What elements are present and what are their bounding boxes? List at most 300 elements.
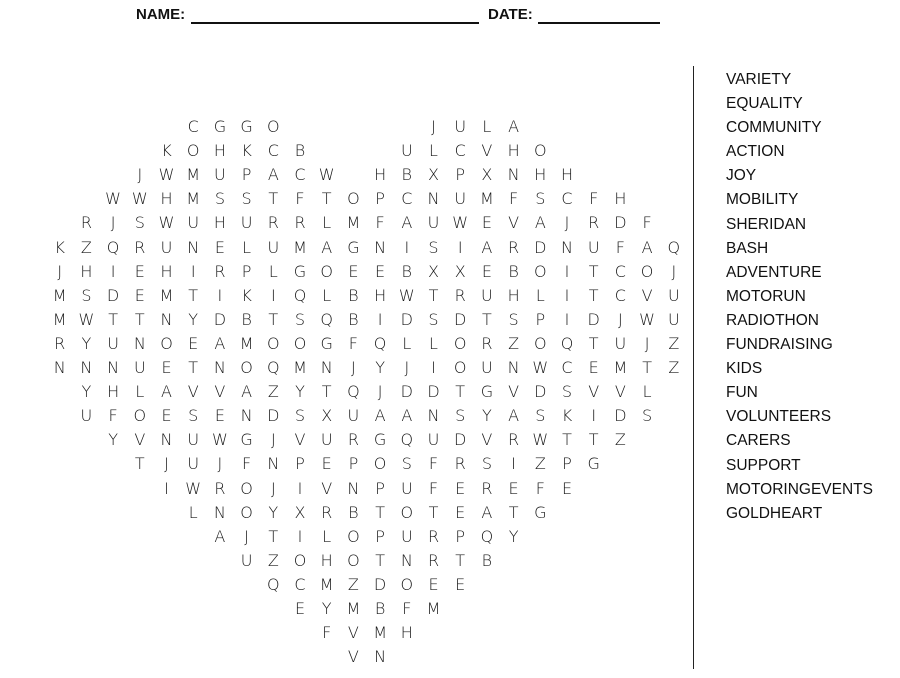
- grid-letter[interactable]: T: [588, 261, 599, 281]
- grid-letter[interactable]: R: [214, 478, 226, 498]
- grid-letter[interactable]: R: [321, 502, 333, 522]
- grid-letter[interactable]: S: [561, 382, 573, 402]
- grid-letter[interactable]: Y: [108, 430, 118, 450]
- grid-letter[interactable]: T: [482, 309, 492, 329]
- grid-letter[interactable]: D: [106, 285, 120, 305]
- grid-letter[interactable]: P: [375, 526, 385, 546]
- grid-letter[interactable]: R: [427, 550, 440, 570]
- grid-letter[interactable]: J: [618, 309, 623, 329]
- grid-letter[interactable]: F: [428, 478, 439, 498]
- grid-letter[interactable]: F: [508, 189, 519, 209]
- grid-letter[interactable]: E: [455, 478, 466, 498]
- grid-letter[interactable]: B: [241, 309, 252, 329]
- grid-letter[interactable]: J: [217, 454, 223, 474]
- grid-letter[interactable]: Z: [80, 237, 92, 257]
- grid-letter[interactable]: M: [293, 358, 307, 377]
- grid-letter[interactable]: H: [160, 189, 173, 209]
- grid-letter[interactable]: I: [457, 237, 463, 257]
- grid-letter[interactable]: W: [532, 430, 549, 450]
- grid-letter[interactable]: S: [455, 406, 466, 426]
- grid-letter[interactable]: O: [160, 333, 173, 353]
- grid-letter[interactable]: I: [564, 261, 570, 281]
- grid-letter[interactable]: C: [561, 358, 573, 377]
- grid-letter[interactable]: R: [481, 478, 493, 498]
- grid-letter[interactable]: R: [481, 333, 493, 353]
- grid-letter[interactable]: Z: [668, 358, 680, 377]
- grid-letter[interactable]: Q: [267, 574, 280, 594]
- grid-letter[interactable]: M: [159, 285, 174, 305]
- grid-letter[interactable]: P: [455, 165, 466, 185]
- grid-letter[interactable]: E: [588, 358, 599, 377]
- grid-letter[interactable]: K: [241, 141, 252, 161]
- grid-letter[interactable]: D: [614, 406, 627, 426]
- grid-letter[interactable]: D: [373, 574, 387, 594]
- grid-letter[interactable]: T: [134, 454, 145, 474]
- grid-letter[interactable]: Y: [375, 358, 385, 377]
- grid-letter[interactable]: E: [428, 574, 439, 594]
- grid-letter[interactable]: R: [214, 261, 226, 281]
- grid-letter[interactable]: V: [187, 382, 199, 402]
- grid-letter[interactable]: A: [321, 237, 333, 257]
- grid-letter[interactable]: J: [270, 478, 276, 498]
- grid-letter[interactable]: O: [347, 189, 360, 209]
- grid-letter[interactable]: U: [400, 141, 413, 161]
- grid-letter[interactable]: Y: [81, 382, 92, 402]
- grid-letter[interactable]: T: [268, 309, 279, 329]
- grid-letter[interactable]: L: [322, 526, 332, 546]
- grid-letter[interactable]: T: [108, 309, 118, 329]
- grid-letter[interactable]: Y: [81, 333, 92, 353]
- grid-letter[interactable]: O: [347, 550, 360, 570]
- grid-letter[interactable]: R: [267, 213, 279, 233]
- grid-letter[interactable]: K: [161, 141, 172, 161]
- grid-letter[interactable]: C: [187, 117, 199, 136]
- grid-letter[interactable]: A: [641, 237, 653, 257]
- grid-letter[interactable]: T: [268, 189, 279, 209]
- grid-letter[interactable]: P: [375, 478, 385, 498]
- grid-letter[interactable]: N: [347, 478, 360, 498]
- grid-letter[interactable]: B: [294, 141, 306, 161]
- grid-letter[interactable]: G: [347, 237, 360, 257]
- grid-letter[interactable]: D: [454, 309, 467, 329]
- grid-letter[interactable]: U: [427, 430, 440, 450]
- grid-letter[interactable]: J: [57, 261, 63, 281]
- grid-letter[interactable]: Q: [480, 526, 494, 546]
- grid-letter[interactable]: U: [80, 406, 93, 426]
- grid-letter[interactable]: P: [375, 189, 385, 209]
- grid-letter[interactable]: D: [267, 406, 280, 426]
- grid-letter[interactable]: G: [534, 502, 547, 522]
- grid-letter[interactable]: L: [188, 502, 198, 522]
- grid-letter[interactable]: B: [348, 285, 359, 305]
- grid-letter[interactable]: Q: [347, 382, 360, 402]
- grid-letter[interactable]: C: [267, 141, 279, 161]
- grid-letter[interactable]: N: [187, 237, 200, 257]
- grid-letter[interactable]: R: [508, 237, 520, 257]
- grid-letter[interactable]: J: [564, 213, 570, 233]
- grid-letter[interactable]: Q: [267, 358, 280, 377]
- grid-letter[interactable]: P: [535, 309, 546, 329]
- grid-letter[interactable]: Q: [320, 309, 333, 329]
- grid-letter[interactable]: D: [587, 309, 600, 329]
- grid-letter[interactable]: U: [454, 117, 467, 136]
- grid-letter[interactable]: I: [270, 285, 276, 305]
- grid-letter[interactable]: X: [428, 165, 439, 185]
- grid-letter[interactable]: F: [348, 333, 358, 353]
- grid-letter[interactable]: M: [319, 574, 334, 594]
- grid-letter[interactable]: Q: [106, 237, 120, 257]
- grid-letter[interactable]: U: [667, 285, 680, 305]
- grid-letter[interactable]: O: [453, 333, 467, 353]
- grid-letter[interactable]: N: [507, 165, 520, 185]
- grid-letter[interactable]: E: [214, 237, 225, 257]
- grid-letter[interactable]: T: [268, 526, 279, 546]
- grid-letter[interactable]: J: [164, 454, 169, 474]
- grid-letter[interactable]: J: [351, 358, 356, 377]
- grid-letter[interactable]: O: [293, 333, 307, 353]
- grid-letter[interactable]: O: [186, 141, 200, 161]
- grid-letter[interactable]: Q: [373, 333, 387, 353]
- grid-letter[interactable]: D: [213, 309, 227, 329]
- grid-letter[interactable]: L: [135, 382, 145, 402]
- grid-letter[interactable]: P: [562, 454, 572, 474]
- grid-letter[interactable]: E: [294, 599, 306, 618]
- grid-letter[interactable]: D: [534, 237, 547, 257]
- grid-letter[interactable]: C: [294, 574, 306, 594]
- grid-letter[interactable]: P: [241, 165, 252, 185]
- grid-letter[interactable]: J: [244, 526, 249, 546]
- grid-letter[interactable]: T: [588, 333, 599, 353]
- grid-letter[interactable]: T: [375, 502, 385, 522]
- grid-letter[interactable]: Z: [347, 574, 359, 594]
- grid-letter[interactable]: I: [297, 478, 303, 498]
- grid-letter[interactable]: J: [644, 333, 650, 353]
- grid-letter[interactable]: N: [213, 358, 226, 377]
- grid-letter[interactable]: U: [400, 478, 413, 498]
- grid-letter[interactable]: M: [346, 599, 361, 618]
- grid-letter[interactable]: A: [241, 382, 253, 402]
- grid-letter[interactable]: A: [161, 382, 172, 402]
- grid-letter[interactable]: G: [373, 430, 387, 450]
- grid-letter[interactable]: F: [535, 478, 545, 498]
- grid-letter[interactable]: C: [561, 189, 573, 209]
- grid-letter[interactable]: R: [508, 430, 520, 450]
- grid-letter[interactable]: O: [640, 261, 654, 281]
- grid-letter[interactable]: J: [671, 261, 677, 281]
- grid-letter[interactable]: H: [507, 141, 520, 161]
- grid-letter[interactable]: V: [508, 213, 520, 233]
- grid-letter[interactable]: E: [321, 454, 332, 474]
- grid-letter[interactable]: R: [80, 213, 92, 233]
- grid-letter[interactable]: Q: [560, 333, 574, 353]
- grid-letter[interactable]: H: [80, 261, 93, 281]
- grid-letter[interactable]: M: [52, 285, 67, 305]
- grid-letter[interactable]: N: [107, 358, 120, 377]
- grid-letter[interactable]: H: [160, 261, 173, 281]
- grid-letter[interactable]: I: [511, 454, 516, 474]
- grid-letter[interactable]: Y: [188, 309, 199, 329]
- grid-letter[interactable]: S: [134, 213, 145, 233]
- grid-letter[interactable]: L: [482, 117, 492, 136]
- grid-letter[interactable]: C: [294, 165, 306, 185]
- grid-letter[interactable]: V: [321, 478, 333, 498]
- grid-letter[interactable]: U: [320, 430, 333, 450]
- grid-letter[interactable]: F: [322, 623, 332, 643]
- grid-letter[interactable]: J: [137, 165, 143, 185]
- grid-letter[interactable]: Y: [508, 526, 519, 546]
- grid-letter[interactable]: W: [158, 213, 175, 233]
- grid-letter[interactable]: C: [614, 261, 626, 281]
- grid-letter[interactable]: F: [615, 237, 625, 257]
- grid-letter[interactable]: Z: [267, 382, 279, 402]
- grid-letter[interactable]: O: [400, 502, 414, 522]
- grid-letter[interactable]: T: [562, 430, 572, 450]
- grid-letter[interactable]: H: [534, 165, 547, 185]
- grid-letter[interactable]: H: [213, 213, 226, 233]
- grid-letter[interactable]: T: [455, 382, 466, 402]
- grid-letter[interactable]: A: [401, 213, 413, 233]
- grid-letter[interactable]: C: [614, 285, 626, 305]
- grid-letter[interactable]: S: [428, 309, 439, 329]
- grid-letter[interactable]: O: [400, 574, 414, 594]
- grid-letter[interactable]: X: [428, 261, 439, 281]
- grid-letter[interactable]: D: [614, 213, 627, 233]
- grid-letter[interactable]: W: [532, 358, 549, 377]
- grid-letter[interactable]: G: [213, 117, 227, 136]
- grid-letter[interactable]: H: [507, 285, 520, 305]
- grid-letter[interactable]: S: [535, 406, 546, 426]
- grid-letter[interactable]: R: [54, 333, 66, 353]
- grid-letter[interactable]: C: [401, 189, 413, 209]
- grid-letter[interactable]: H: [614, 189, 627, 209]
- grid-letter[interactable]: U: [427, 213, 440, 233]
- grid-letter[interactable]: H: [320, 550, 333, 570]
- grid-letter[interactable]: N: [160, 430, 173, 450]
- grid-letter[interactable]: W: [185, 478, 202, 498]
- grid-letter[interactable]: T: [321, 189, 332, 209]
- grid-letter[interactable]: V: [588, 382, 600, 402]
- grid-letter[interactable]: S: [214, 189, 225, 209]
- grid-letter[interactable]: P: [241, 261, 252, 281]
- grid-letter[interactable]: M: [239, 333, 254, 353]
- grid-letter[interactable]: S: [294, 309, 306, 329]
- grid-letter[interactable]: S: [294, 406, 306, 426]
- grid-letter[interactable]: E: [214, 406, 225, 426]
- grid-letter[interactable]: I: [431, 358, 436, 377]
- grid-letter[interactable]: L: [642, 382, 652, 402]
- grid-letter[interactable]: O: [373, 454, 387, 474]
- grid-letter[interactable]: S: [428, 237, 439, 257]
- grid-letter[interactable]: U: [614, 333, 627, 353]
- grid-letter[interactable]: Z: [534, 454, 546, 474]
- grid-letter[interactable]: S: [481, 454, 492, 474]
- grid-letter[interactable]: E: [375, 261, 386, 281]
- grid-letter[interactable]: F: [375, 213, 385, 233]
- grid-letter[interactable]: M: [479, 189, 494, 209]
- grid-letter[interactable]: F: [295, 189, 305, 209]
- grid-letter[interactable]: F: [589, 189, 599, 209]
- grid-letter[interactable]: N: [133, 333, 146, 353]
- grid-letter[interactable]: Y: [321, 599, 332, 618]
- grid-letter[interactable]: T: [588, 430, 599, 450]
- grid-letter[interactable]: T: [428, 285, 439, 305]
- grid-letter[interactable]: G: [320, 333, 333, 353]
- grid-letter[interactable]: N: [53, 358, 66, 377]
- grid-letter[interactable]: J: [431, 117, 436, 136]
- grid-letter[interactable]: A: [214, 333, 226, 353]
- grid-letter[interactable]: E: [455, 574, 466, 594]
- grid-letter[interactable]: T: [321, 382, 332, 402]
- grid-letter[interactable]: E: [455, 502, 466, 522]
- grid-letter[interactable]: I: [564, 285, 570, 305]
- grid-letter[interactable]: I: [190, 261, 196, 281]
- grid-letter[interactable]: L: [429, 141, 438, 161]
- grid-letter[interactable]: T: [134, 309, 145, 329]
- grid-letter[interactable]: B: [348, 502, 359, 522]
- grid-letter[interactable]: A: [374, 406, 386, 426]
- grid-letter[interactable]: O: [133, 406, 147, 426]
- grid-letter[interactable]: M: [186, 189, 201, 209]
- grid-letter[interactable]: S: [642, 406, 653, 426]
- grid-letter[interactable]: I: [377, 309, 383, 329]
- grid-letter[interactable]: N: [507, 358, 520, 377]
- grid-letter[interactable]: O: [293, 550, 307, 570]
- grid-letter[interactable]: N: [80, 358, 93, 377]
- grid-letter[interactable]: F: [402, 599, 412, 618]
- grid-letter[interactable]: U: [187, 430, 200, 450]
- grid-letter[interactable]: L: [322, 213, 332, 233]
- grid-letter[interactable]: A: [214, 526, 226, 546]
- grid-letter[interactable]: D: [454, 430, 467, 450]
- grid-letter[interactable]: R: [294, 213, 306, 233]
- grid-letter[interactable]: B: [401, 261, 413, 281]
- grid-letter[interactable]: H: [560, 165, 574, 185]
- grid-letter[interactable]: N: [561, 237, 573, 257]
- grid-letter[interactable]: T: [188, 358, 199, 377]
- grid-letter[interactable]: U: [267, 237, 280, 257]
- grid-letter[interactable]: E: [161, 358, 172, 377]
- grid-letter[interactable]: M: [426, 599, 441, 618]
- grid-letter[interactable]: U: [214, 165, 226, 185]
- grid-letter[interactable]: J: [377, 382, 383, 402]
- grid-letter[interactable]: O: [534, 333, 547, 353]
- grid-letter[interactable]: G: [293, 261, 307, 281]
- grid-letter[interactable]: N: [213, 502, 226, 522]
- grid-letter[interactable]: V: [481, 430, 493, 450]
- grid-letter[interactable]: E: [481, 213, 492, 233]
- grid-letter[interactable]: J: [110, 213, 116, 233]
- grid-letter[interactable]: O: [534, 141, 547, 161]
- grid-letter[interactable]: N: [427, 189, 440, 209]
- grid-letter[interactable]: R: [427, 526, 440, 546]
- grid-letter[interactable]: L: [429, 333, 438, 353]
- grid-letter[interactable]: S: [535, 189, 546, 209]
- grid-letter[interactable]: V: [641, 285, 653, 305]
- grid-letter[interactable]: T: [428, 502, 439, 522]
- grid-letter[interactable]: W: [452, 213, 469, 233]
- grid-letter[interactable]: S: [81, 285, 92, 305]
- grid-letter[interactable]: E: [508, 478, 519, 498]
- grid-letter[interactable]: M: [346, 213, 361, 233]
- grid-letter[interactable]: L: [402, 333, 412, 353]
- grid-letter[interactable]: B: [508, 261, 519, 281]
- grid-letter[interactable]: W: [78, 309, 95, 329]
- grid-letter[interactable]: O: [534, 261, 547, 281]
- grid-letter[interactable]: B: [481, 550, 493, 570]
- grid-letter[interactable]: H: [374, 165, 387, 185]
- grid-letter[interactable]: P: [348, 454, 359, 474]
- grid-letter[interactable]: N: [374, 647, 387, 667]
- grid-letter[interactable]: N: [400, 550, 413, 570]
- grid-letter[interactable]: H: [374, 285, 387, 305]
- grid-letter[interactable]: V: [134, 430, 146, 450]
- grid-letter[interactable]: U: [400, 526, 413, 546]
- grid-letter[interactable]: D: [534, 382, 547, 402]
- grid-letter[interactable]: Z: [267, 550, 279, 570]
- grid-letter[interactable]: N: [320, 358, 333, 377]
- grid-letter[interactable]: Z: [614, 430, 626, 450]
- grid-letter[interactable]: W: [131, 189, 148, 209]
- grid-letter[interactable]: S: [401, 454, 412, 474]
- grid-letter[interactable]: R: [134, 237, 146, 257]
- grid-letter[interactable]: I: [164, 478, 169, 498]
- grid-letter[interactable]: U: [133, 358, 146, 377]
- grid-letter[interactable]: B: [374, 599, 386, 618]
- grid-letter[interactable]: Y: [295, 382, 305, 402]
- grid-letter[interactable]: C: [454, 141, 466, 161]
- grid-letter[interactable]: X: [481, 165, 493, 185]
- grid-letter[interactable]: U: [187, 454, 200, 474]
- grid-letter[interactable]: V: [481, 141, 493, 161]
- grid-letter[interactable]: R: [454, 454, 466, 474]
- grid-letter[interactable]: I: [297, 526, 303, 546]
- grid-letter[interactable]: E: [348, 261, 359, 281]
- grid-letter[interactable]: V: [294, 430, 306, 450]
- grid-letter[interactable]: F: [642, 213, 652, 233]
- grid-letter[interactable]: A: [508, 117, 520, 136]
- grid-letter[interactable]: K: [241, 285, 252, 305]
- grid-letter[interactable]: M: [293, 237, 307, 257]
- grid-letter[interactable]: S: [508, 309, 519, 329]
- grid-letter[interactable]: Q: [293, 285, 307, 305]
- grid-letter[interactable]: A: [508, 406, 520, 426]
- grid-letter[interactable]: O: [453, 358, 467, 377]
- grid-letter[interactable]: R: [347, 430, 359, 450]
- grid-letter[interactable]: M: [52, 309, 67, 329]
- grid-letter[interactable]: M: [186, 165, 201, 185]
- grid-letter[interactable]: T: [642, 358, 652, 377]
- grid-letter[interactable]: E: [134, 285, 145, 305]
- grid-letter[interactable]: T: [375, 550, 385, 570]
- grid-letter[interactable]: E: [134, 261, 145, 281]
- grid-letter[interactable]: U: [240, 550, 253, 570]
- grid-letter[interactable]: U: [187, 213, 200, 233]
- grid-letter[interactable]: O: [267, 117, 280, 136]
- grid-letter[interactable]: H: [400, 623, 413, 643]
- grid-letter[interactable]: G: [480, 382, 494, 402]
- grid-letter[interactable]: X: [321, 406, 333, 426]
- grid-letter[interactable]: T: [588, 285, 599, 305]
- grid-letter[interactable]: X: [294, 502, 306, 522]
- grid-letter[interactable]: A: [534, 213, 546, 233]
- grid-letter[interactable]: D: [400, 382, 413, 402]
- grid-letter[interactable]: Z: [668, 333, 680, 353]
- grid-letter[interactable]: H: [107, 382, 120, 402]
- grid-letter[interactable]: N: [267, 454, 280, 474]
- grid-letter[interactable]: W: [105, 189, 121, 209]
- grid-letter[interactable]: I: [564, 309, 570, 329]
- grid-letter[interactable]: F: [108, 406, 118, 426]
